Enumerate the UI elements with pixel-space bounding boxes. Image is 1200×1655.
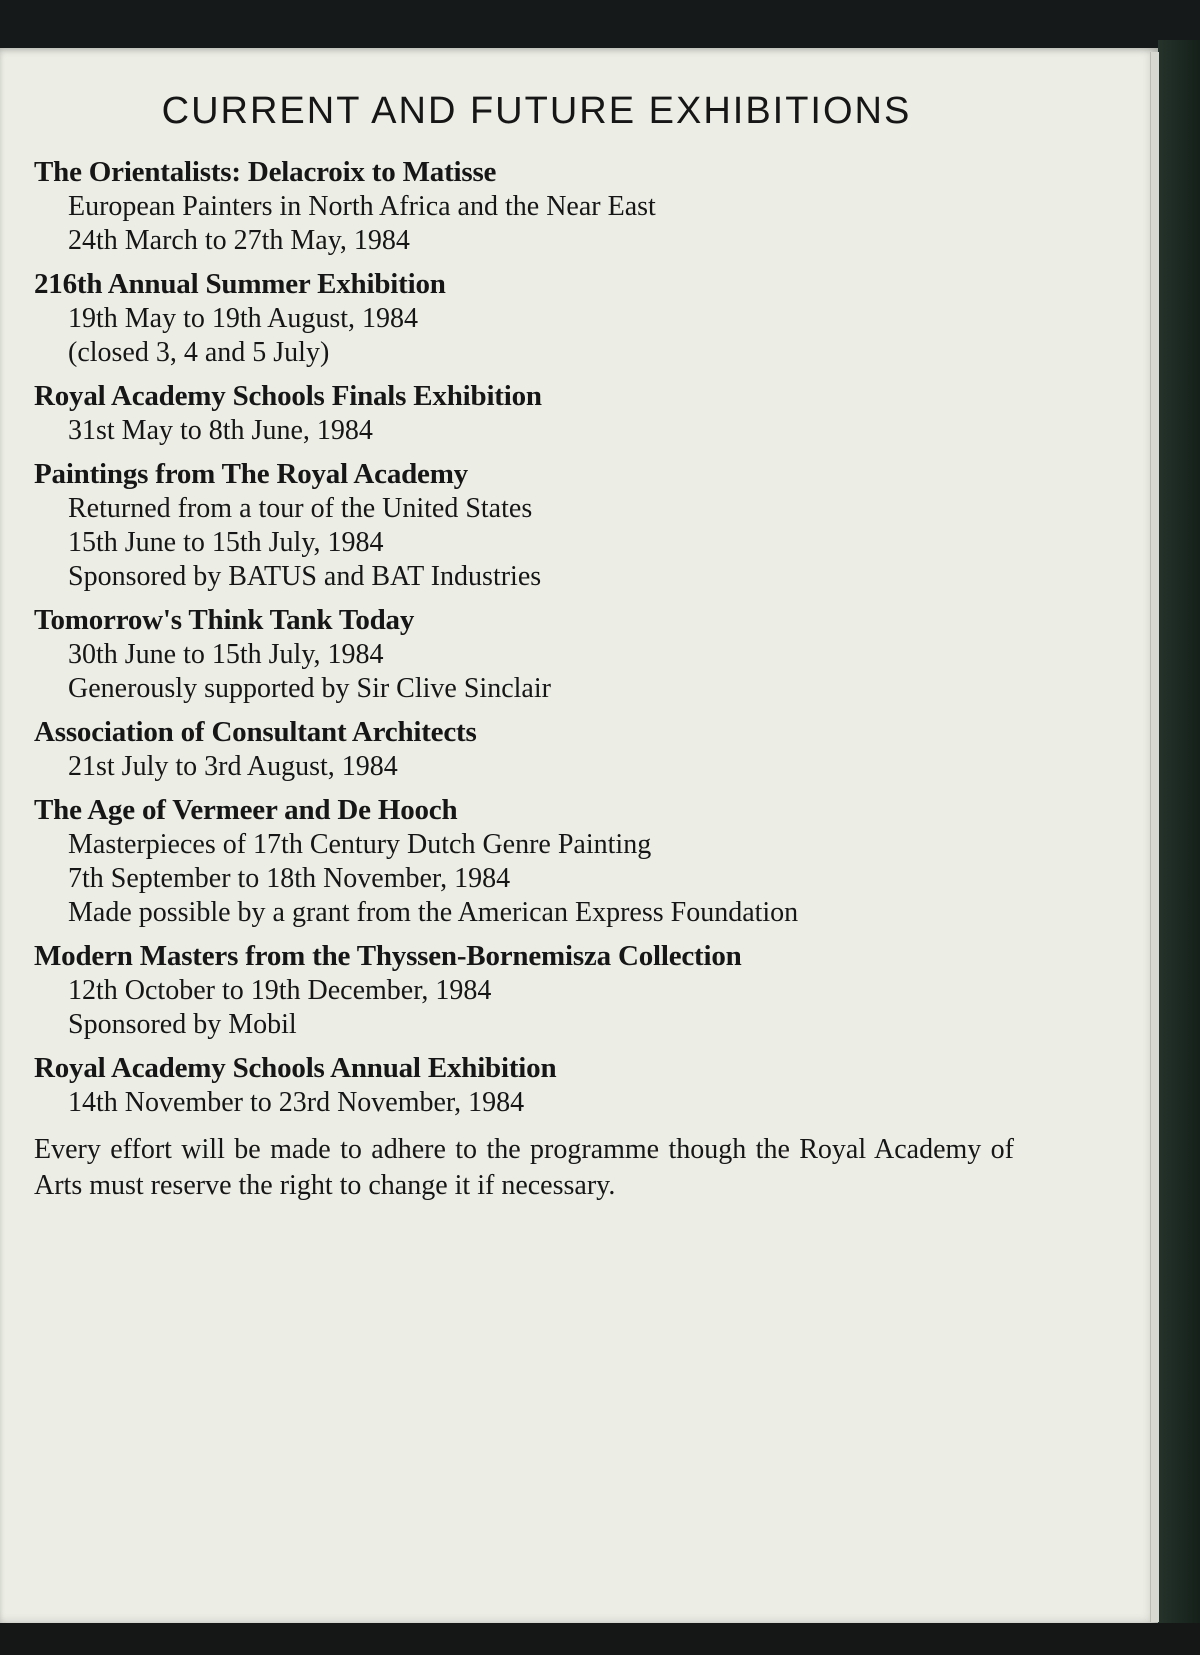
exhibition-item (34, 379, 1024, 448)
page-content (34, 90, 1024, 1232)
exhibition-sponsor: Generously supported by Sir Clive Sinclair (68, 673, 551, 704)
exhibition-item (34, 793, 1024, 930)
exhibition-title: Tomorrow's Think Tank Today (34, 604, 415, 636)
background-bottom (0, 1623, 1200, 1655)
exhibition-title: Paintings from The Royal Academy (34, 458, 468, 490)
exhibition-item (34, 603, 1024, 706)
exhibition-dates: 15th June to 15th July, 1984 (68, 527, 384, 558)
exhibition-title: Royal Academy Schools Annual Exhibition (34, 1052, 557, 1084)
page-edge (1150, 52, 1159, 1622)
exhibition-subtitle: Masterpieces of 17th Century Dutch Genre Painting (68, 829, 652, 860)
exhibition-item (34, 155, 1024, 258)
exhibition-sponsor: Sponsored by BATUS and BAT Industries (68, 561, 542, 592)
exhibition-dates: 14th November to 23rd November, 1984 (68, 1087, 525, 1118)
exhibition-item (34, 715, 1024, 784)
exhibition-item (34, 267, 1024, 370)
exhibition-dates: 21st July to 3rd August, 1984 (68, 751, 398, 782)
book-binding-edge (1158, 40, 1200, 1655)
exhibition-item (34, 457, 1024, 594)
exhibition-title: The Age of Vermeer and De Hooch (34, 794, 458, 826)
exhibition-list (34, 155, 1024, 1120)
exhibition-title: Royal Academy Schools Finals Exhibition (34, 380, 542, 412)
page-title: CURRENT AND FUTURE EXHIBITIONS (161, 90, 912, 132)
exhibition-title: The Orientalists: Delacroix to Matisse (34, 156, 497, 188)
programme-disclaimer: Every effort will be made to adhere to the programme though the Royal Academy of Arts must reserve the right to change it if necessary. (34, 1134, 1014, 1201)
exhibition-dates: 24th March to 27th May, 1984 (68, 225, 410, 256)
exhibition-dates: 12th October to 19th December, 1984 (68, 975, 492, 1006)
exhibition-title: Association of Consultant Architects (34, 716, 477, 748)
exhibition-sponsor: Made possible by a grant from the American Express Foundation (68, 897, 799, 928)
exhibition-sponsor: Sponsored by Mobil (68, 1009, 297, 1040)
background-top (0, 0, 1200, 50)
exhibition-title: Modern Masters from the Thyssen-Bornemisza Collection (34, 940, 742, 972)
exhibition-dates: 30th June to 15th July, 1984 (68, 639, 384, 670)
exhibition-dates: 19th May to 19th August, 1984 (68, 303, 419, 334)
exhibition-dates: 7th September to 18th November, 1984 (68, 863, 511, 894)
exhibition-title: 216th Annual Summer Exhibition (34, 268, 446, 300)
exhibition-dates: 31st May to 8th June, 1984 (68, 415, 373, 446)
exhibition-item (34, 939, 1024, 1042)
exhibition-subtitle: European Painters in North Africa and the Near East (68, 191, 656, 222)
exhibition-note: (closed 3, 4 and 5 July) (68, 337, 330, 368)
exhibition-item (34, 1051, 1024, 1120)
exhibition-subtitle: Returned from a tour of the United States (68, 493, 533, 524)
